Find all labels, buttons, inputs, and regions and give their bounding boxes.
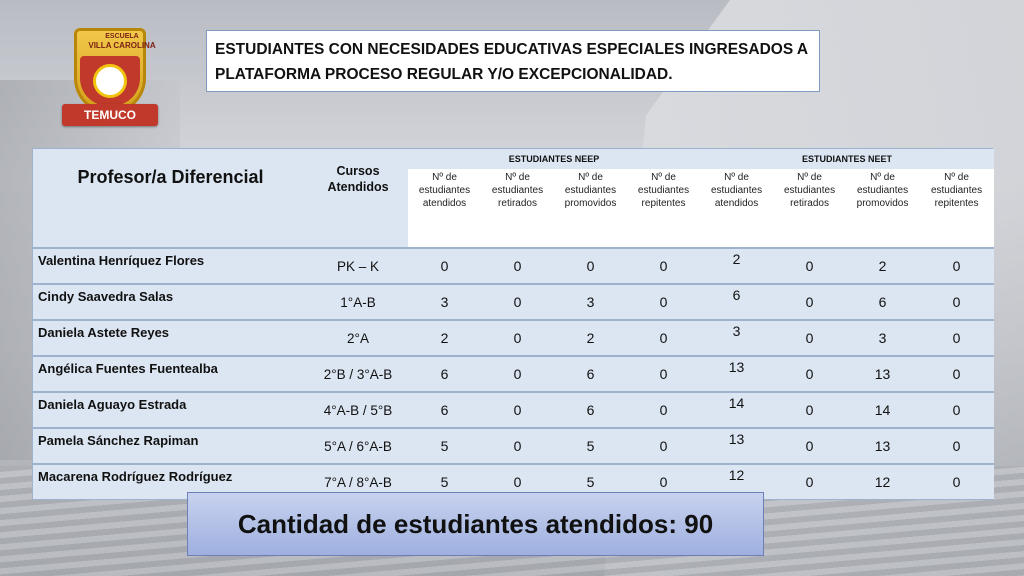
- subheader-neet-retirados: Nº de estudiantes retirados: [773, 169, 846, 248]
- value-cell: 0: [773, 248, 846, 284]
- value-cell: 0: [773, 284, 846, 320]
- teacher-name: Angélica Fuentes Fuentealba: [33, 356, 308, 392]
- students-table: [32, 148, 993, 500]
- value-cell: 13: [700, 356, 773, 392]
- value-cell: 0: [627, 320, 700, 356]
- table-row: [33, 284, 994, 320]
- value-cell: 0: [919, 284, 994, 320]
- header-profesor-label: Profesor/a Diferencial: [77, 167, 264, 187]
- value-cell: 5: [554, 428, 627, 464]
- header-cursos-label: Cursos Atendidos: [327, 164, 389, 194]
- courses-cell: 5°A / 6°A-B: [308, 428, 408, 464]
- value-cell: 0: [919, 428, 994, 464]
- crest-icon: [93, 64, 127, 98]
- value-cell: 6: [554, 392, 627, 428]
- value-cell: 3: [846, 320, 919, 356]
- value-cell: 0: [627, 284, 700, 320]
- group-header-neet: ESTUDIANTES NEET: [700, 149, 994, 169]
- table-row: [33, 356, 994, 392]
- courses-cell: 2°A: [308, 320, 408, 356]
- value-cell: 0: [773, 464, 846, 499]
- value-cell: 6: [846, 284, 919, 320]
- value-cell: 0: [481, 428, 554, 464]
- value-cell: 2: [846, 248, 919, 284]
- value-cell: 3: [700, 320, 773, 356]
- value-cell: 0: [408, 248, 481, 284]
- value-cell: 3: [554, 284, 627, 320]
- table-row: [33, 320, 994, 356]
- logo-ribbon: TEMUCO: [62, 104, 158, 126]
- logo-school-name: VILLA CAROLINA: [88, 41, 156, 50]
- value-cell: 0: [919, 464, 994, 499]
- value-cell: 0: [919, 356, 994, 392]
- value-cell: 2: [700, 248, 773, 284]
- value-cell: 0: [627, 248, 700, 284]
- group-header-neep: ESTUDIANTES NEEP: [408, 149, 700, 169]
- value-cell: 6: [408, 356, 481, 392]
- subheader-neet-promovidos: Nº de estudiantes promovidos: [846, 169, 919, 248]
- value-cell: 13: [846, 428, 919, 464]
- teacher-name: Daniela Aguayo Estrada: [33, 392, 308, 428]
- value-cell: 5: [554, 464, 627, 499]
- subheader-neet-atendidos: Nº de estudiantes atendidos: [700, 169, 773, 248]
- value-cell: 0: [481, 320, 554, 356]
- value-cell: 0: [627, 464, 700, 499]
- courses-cell: 2°B / 3°A-B: [308, 356, 408, 392]
- value-cell: 2: [408, 320, 481, 356]
- title-line-2: PLATAFORMA PROCESO REGULAR Y/O EXCEPCIONALIDAD.: [215, 66, 673, 83]
- value-cell: 5: [408, 428, 481, 464]
- header-profesor: [33, 149, 308, 248]
- subheader-neep-atendidos: Nº de estudiantes atendidos: [408, 169, 481, 248]
- value-cell: 0: [773, 320, 846, 356]
- page-title: [206, 30, 820, 92]
- value-cell: 0: [481, 248, 554, 284]
- value-cell: 3: [408, 284, 481, 320]
- courses-cell: 4°A-B / 5°B: [308, 392, 408, 428]
- logo-shield: [74, 28, 156, 114]
- value-cell: 0: [481, 464, 554, 499]
- teacher-name: Daniela Astete Reyes: [33, 320, 308, 356]
- value-cell: 2: [554, 320, 627, 356]
- courses-cell: PK – K: [308, 248, 408, 284]
- value-cell: 0: [919, 392, 994, 428]
- value-cell: 14: [700, 392, 773, 428]
- value-cell: 0: [627, 428, 700, 464]
- value-cell: 0: [554, 248, 627, 284]
- value-cell: 0: [481, 356, 554, 392]
- value-cell: 0: [773, 428, 846, 464]
- value-cell: 5: [408, 464, 481, 499]
- value-cell: 0: [627, 356, 700, 392]
- logo-crest-field: [80, 56, 140, 106]
- value-cell: 0: [773, 356, 846, 392]
- value-cell: 0: [919, 248, 994, 284]
- subheader-neep-retirados: Nº de estudiantes retirados: [481, 169, 554, 248]
- table-row: [33, 392, 994, 428]
- subheader-neep-repitentes: Nº de estudiantes repitentes: [627, 169, 700, 248]
- value-cell: 13: [700, 428, 773, 464]
- value-cell: 0: [627, 392, 700, 428]
- value-cell: 0: [773, 392, 846, 428]
- value-cell: 0: [481, 392, 554, 428]
- total-students-box: Cantidad de estudiantes atendidos: 90: [187, 492, 764, 556]
- teacher-name: Cindy Saavedra Salas: [33, 284, 308, 320]
- subheader-neep-promovidos: Nº de estudiantes promovidos: [554, 169, 627, 248]
- subheader-neet-repitentes: Nº de estudiantes repitentes: [919, 169, 994, 248]
- value-cell: 14: [846, 392, 919, 428]
- value-cell: 6: [554, 356, 627, 392]
- teacher-name: Pamela Sánchez Rapiman: [33, 428, 308, 464]
- teacher-name: Macarena Rodríguez Rodríguez: [33, 464, 308, 499]
- title-line-1: ESTUDIANTES CON NECESIDADES EDUCATIVAS ESPECIALES INGRESADOS A: [215, 41, 809, 58]
- logo-top-line: ESCUELA: [105, 33, 139, 40]
- value-cell: 0: [919, 320, 994, 356]
- value-cell: 0: [481, 284, 554, 320]
- table-row: [33, 248, 994, 284]
- logo-text: [86, 32, 158, 50]
- value-cell: 12: [846, 464, 919, 499]
- courses-cell: 7°A / 8°A-B: [308, 464, 408, 499]
- courses-cell: 1°A-B: [308, 284, 408, 320]
- school-logo: [62, 28, 158, 138]
- value-cell: 12: [700, 464, 773, 499]
- header-cursos: [308, 149, 408, 248]
- value-cell: 13: [846, 356, 919, 392]
- teacher-name: Valentina Henríquez Flores: [33, 248, 308, 284]
- table-row: [33, 428, 994, 464]
- value-cell: 6: [700, 284, 773, 320]
- value-cell: 6: [408, 392, 481, 428]
